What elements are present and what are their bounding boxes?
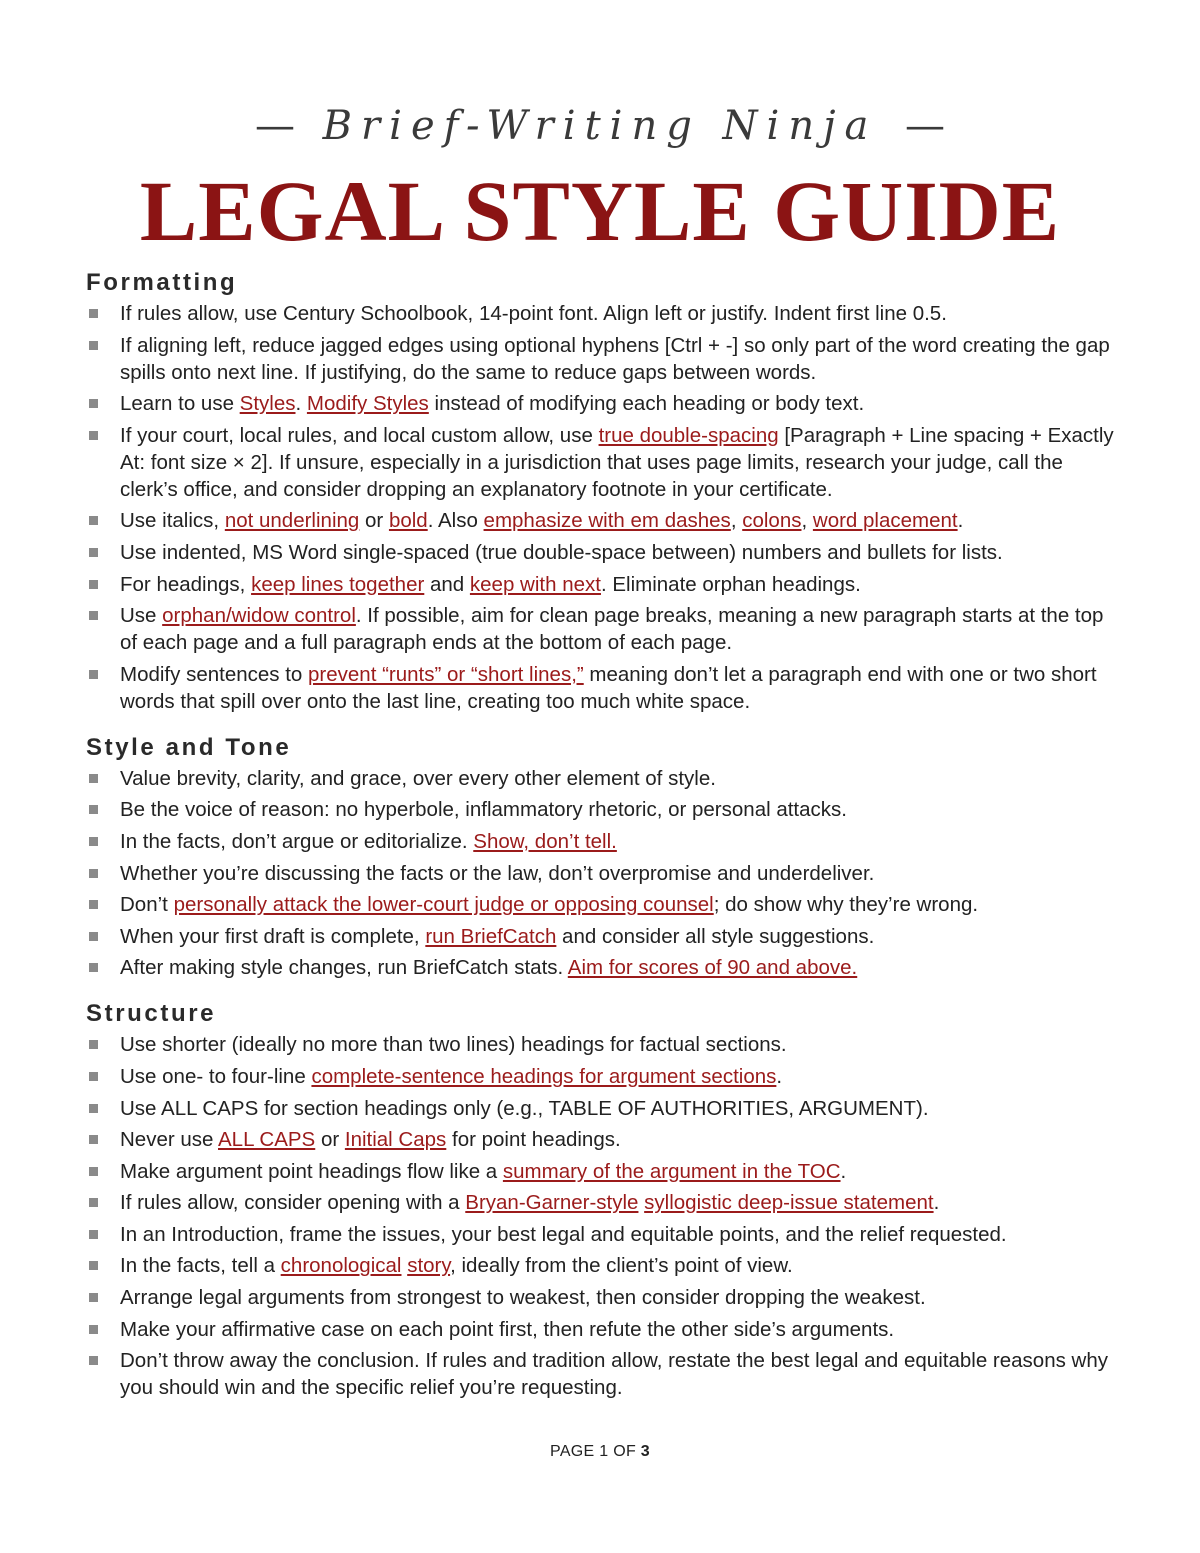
inline-link[interactable]: personally attack the lower-court judge or opposing counsel	[173, 893, 714, 917]
list-item	[86, 300, 1126, 327]
list-item	[86, 860, 1126, 887]
section-heading: Formatting	[86, 269, 238, 296]
item-text: When your first draft is complete,	[120, 924, 426, 948]
list-item	[86, 923, 1126, 950]
list-item	[86, 602, 1126, 656]
item-text: .	[840, 1159, 847, 1183]
list-item	[86, 390, 1126, 417]
item-text: .	[933, 1191, 940, 1215]
list-item	[86, 1126, 1126, 1153]
brand-dash-left: —	[254, 103, 295, 149]
list-item	[86, 1347, 1126, 1401]
item-text: .	[295, 392, 307, 416]
item-text: If rules allow, consider opening with a	[120, 1191, 466, 1215]
item-text: Don’t throw away the conclusion. If rules and tradition allow, restate the best legal and equitable reasons why you should win and the specific relief you’re requesting.	[120, 1349, 1108, 1400]
inline-link[interactable]: story	[407, 1254, 451, 1278]
item-text: ; do show why they’re wrong.	[713, 893, 979, 917]
list-item	[86, 765, 1126, 792]
list-item	[86, 828, 1126, 855]
item-text: ,	[730, 509, 743, 533]
item-text: After making style changes, run BriefCatch stats.	[120, 956, 568, 980]
bullet-list	[86, 1031, 1126, 1401]
list-item	[86, 1031, 1126, 1058]
inline-link[interactable]: bold	[388, 509, 428, 533]
item-text: For headings,	[120, 572, 252, 596]
item-text: If your court, local rules, and local custom allow, use	[120, 423, 599, 447]
item-text: Don’t	[120, 893, 174, 917]
page-total: 3	[640, 1443, 650, 1460]
item-text: and consider all style suggestions.	[556, 924, 875, 948]
item-text: Make argument point headings flow like a	[120, 1159, 503, 1183]
inline-link[interactable]: keep lines together	[251, 572, 425, 596]
inline-link[interactable]: prevent “runts” or “short lines,”	[308, 662, 584, 686]
list-item	[86, 1252, 1126, 1279]
item-text: Use one- to four-line	[120, 1064, 312, 1088]
item-text: Never use	[120, 1128, 218, 1152]
bullet-list	[86, 765, 1126, 982]
item-text: , ideally from the client’s point of view.	[450, 1254, 793, 1278]
item-text: .	[957, 509, 964, 533]
page-footer	[0, 1443, 1200, 1461]
item-text: ,	[801, 509, 813, 533]
inline-link[interactable]: Show, don’t tell.	[473, 829, 617, 853]
inline-link[interactable]: keep with next	[469, 572, 601, 596]
item-text: or	[315, 1128, 345, 1152]
list-item	[86, 422, 1126, 503]
item-text: for point headings.	[446, 1128, 621, 1152]
brand-line	[0, 96, 1200, 156]
inline-link[interactable]: Aim for scores of 90 and above.	[567, 956, 858, 980]
item-text: . If possible, aim for clean page breaks, meaning a new paragraph starts at the top of each page and a full paragraph ends at the bottom of each page.	[120, 604, 1104, 655]
item-text: If aligning left, reduce jagged edges using optional hyphens [Ctrl + -] so only part of the word creating the gap spills onto next line. If justifying, do the same to reduce gaps between words.	[120, 333, 1110, 384]
inline-link[interactable]: emphasize with em dashes	[483, 509, 731, 533]
item-text: Modify sentences to	[120, 662, 309, 686]
inline-link[interactable]: true double-spacing	[598, 423, 779, 447]
inline-link[interactable]: Modify Styles	[306, 392, 429, 416]
item-text: and	[424, 572, 470, 596]
list-item	[86, 1284, 1126, 1311]
list-item	[86, 571, 1126, 598]
inline-link[interactable]: word placement	[812, 509, 958, 533]
item-text: Arrange legal arguments from strongest to weakest, then consider dropping the weakest.	[120, 1286, 926, 1310]
inline-link[interactable]: not underlining	[224, 509, 360, 533]
list-item	[86, 1221, 1126, 1248]
inline-link[interactable]: chronological	[280, 1254, 402, 1278]
inline-link[interactable]: colons	[742, 509, 802, 533]
inline-link[interactable]: run BriefCatch	[425, 924, 557, 948]
item-text: Use shorter (ideally no more than two lines) headings for factual sections.	[120, 1033, 787, 1057]
inline-link[interactable]: syllogistic deep-issue statement	[644, 1191, 934, 1215]
item-text: . Also	[427, 509, 484, 533]
brand-name: Brief-Writing Ninja	[322, 103, 878, 149]
item-text: If rules allow, use Century Schoolbook, 14-point font. Align left or justify. Indent first line 0.5.	[120, 302, 947, 325]
inline-link[interactable]: summary of the argument in the TOC	[502, 1159, 841, 1183]
list-item	[86, 1063, 1126, 1090]
item-text: Be the voice of reason: no hyperbole, inflammatory rhetoric, or personal attacks.	[120, 798, 847, 822]
page-title: LEGAL STYLE GUIDE	[139, 163, 1061, 259]
inline-link[interactable]: complete-sentence headings for argument sections	[311, 1064, 777, 1088]
item-text: meaning don’t let a paragraph end with one or two short words that spill over onto the last line, creating too much white space.	[120, 662, 1097, 713]
item-text: Use italics,	[120, 509, 225, 533]
inline-link[interactable]: ALL CAPS	[218, 1128, 316, 1152]
list-item	[86, 796, 1126, 823]
item-text: .	[776, 1064, 783, 1088]
list-item	[86, 1316, 1126, 1343]
item-text: In the facts, don’t argue or editorialize.	[120, 829, 474, 853]
item-text: [Paragraph + Line spacing + Exactly At: font size × 2]. If unsure, especially in a jurisdiction that uses page limits, research your judge, call the clerk’s office, and consider dropping an explanatory footnote in your certificate.	[120, 423, 1114, 501]
section-heading: Style and Tone	[86, 733, 292, 761]
section-heading: Structure	[86, 1000, 217, 1028]
list-item	[86, 1189, 1126, 1216]
list-item	[86, 891, 1126, 918]
item-text: . Eliminate orphan headings.	[600, 572, 861, 596]
item-text: instead of modifying each heading or body text.	[428, 392, 865, 416]
page-number-prefix: PAGE 1 OF	[550, 1443, 641, 1460]
inline-link[interactable]: Bryan-Garner-style	[465, 1191, 639, 1215]
item-text: Whether you’re discussing the facts or the law, don’t overpromise and underdeliver.	[120, 861, 875, 885]
item-text: Use	[120, 604, 163, 628]
item-text: In an Introduction, frame the issues, your best legal and equitable points, and the relief requested.	[120, 1222, 1007, 1246]
item-text: Learn to use	[120, 392, 240, 416]
item-text: Use indented, MS Word single-spaced (true double-space between) numbers and bullets for lists.	[120, 540, 1003, 564]
item-text: or	[359, 509, 389, 533]
inline-link[interactable]: Initial Caps	[344, 1128, 447, 1152]
item-text: Value brevity, clarity, and grace, over every other element of style.	[120, 766, 716, 790]
item-text: In the facts, tell a	[120, 1254, 281, 1278]
inline-link[interactable]: Styles	[239, 392, 296, 416]
list-item	[86, 507, 1126, 534]
bullet-list	[86, 300, 1126, 715]
list-item	[86, 539, 1126, 566]
list-item	[86, 954, 1126, 981]
list-item	[86, 332, 1126, 386]
inline-link[interactable]: orphan/widow control	[162, 604, 356, 628]
brand-dash-right: —	[905, 103, 946, 149]
list-item	[86, 661, 1126, 715]
list-item	[86, 1158, 1126, 1185]
list-item	[86, 1095, 1126, 1122]
item-text: Make your affirmative case on each point first, then refute the other side’s arguments.	[120, 1317, 895, 1341]
sections-container	[86, 266, 1126, 1406]
item-text: Use ALL CAPS for section headings only (e.g., TABLE OF AUTHORITIES, ARGUMENT).	[120, 1096, 929, 1120]
